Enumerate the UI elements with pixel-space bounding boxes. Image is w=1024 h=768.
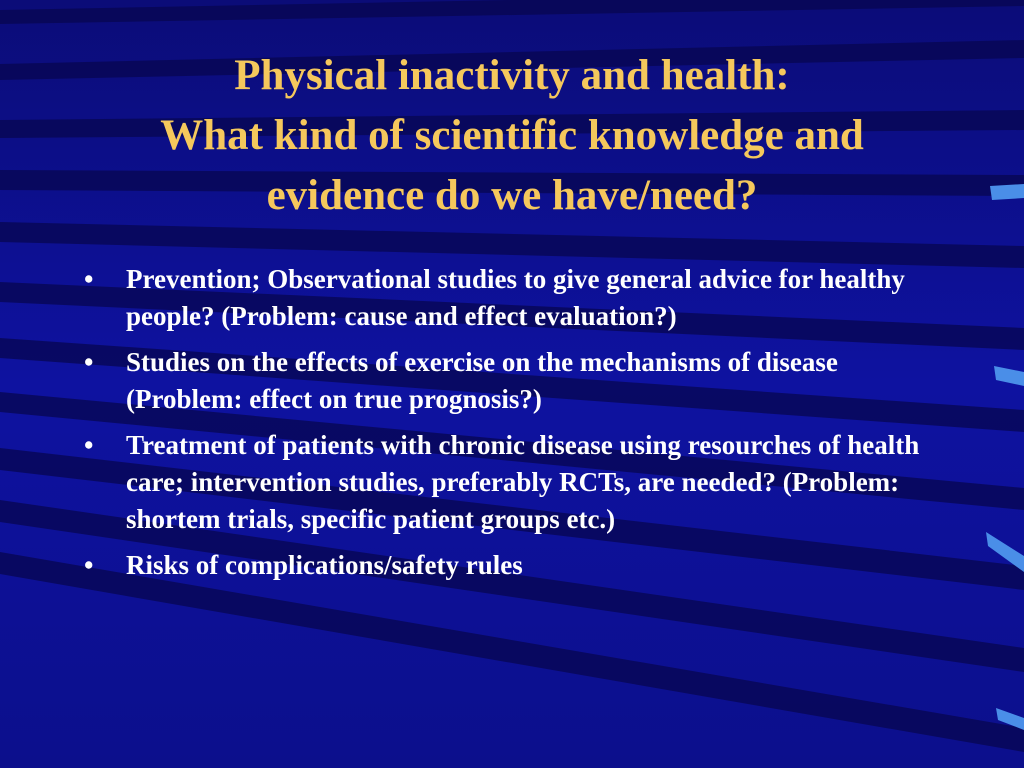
bullet-icon: • (84, 430, 94, 460)
bullet-icon: • (84, 347, 94, 377)
bullet-text: Prevention; Observational studies to give general advice for healthy people? (Problem: cause and effect evaluation?) (126, 264, 905, 331)
bullet-icon: • (84, 264, 94, 294)
title-line-2: What kind of scientific knowledge and (160, 112, 864, 159)
title-line-3: evidence do we have/need? (266, 172, 758, 219)
bullet-text: Studies on the effects of exercise on the mechanisms of disease (Problem: effect on true prognosis?) (126, 347, 838, 414)
bullet-icon: • (84, 550, 94, 580)
bullet-text: Risks of complications/safety rules (126, 550, 523, 580)
bullet-item (82, 547, 932, 584)
bullet-item (82, 344, 932, 418)
bullet-item (82, 427, 932, 538)
bullet-text: Treatment of patients with chronic disease using resourches of health care; intervention studies, preferably RCTs, are needed? (Problem: shortem trials, specific patient groups etc.) (126, 430, 920, 534)
title-line-1: Physical inactivity and health: (234, 52, 790, 99)
bullet-item (82, 261, 932, 335)
bullet-list (82, 261, 932, 593)
slide-title (40, 46, 984, 226)
